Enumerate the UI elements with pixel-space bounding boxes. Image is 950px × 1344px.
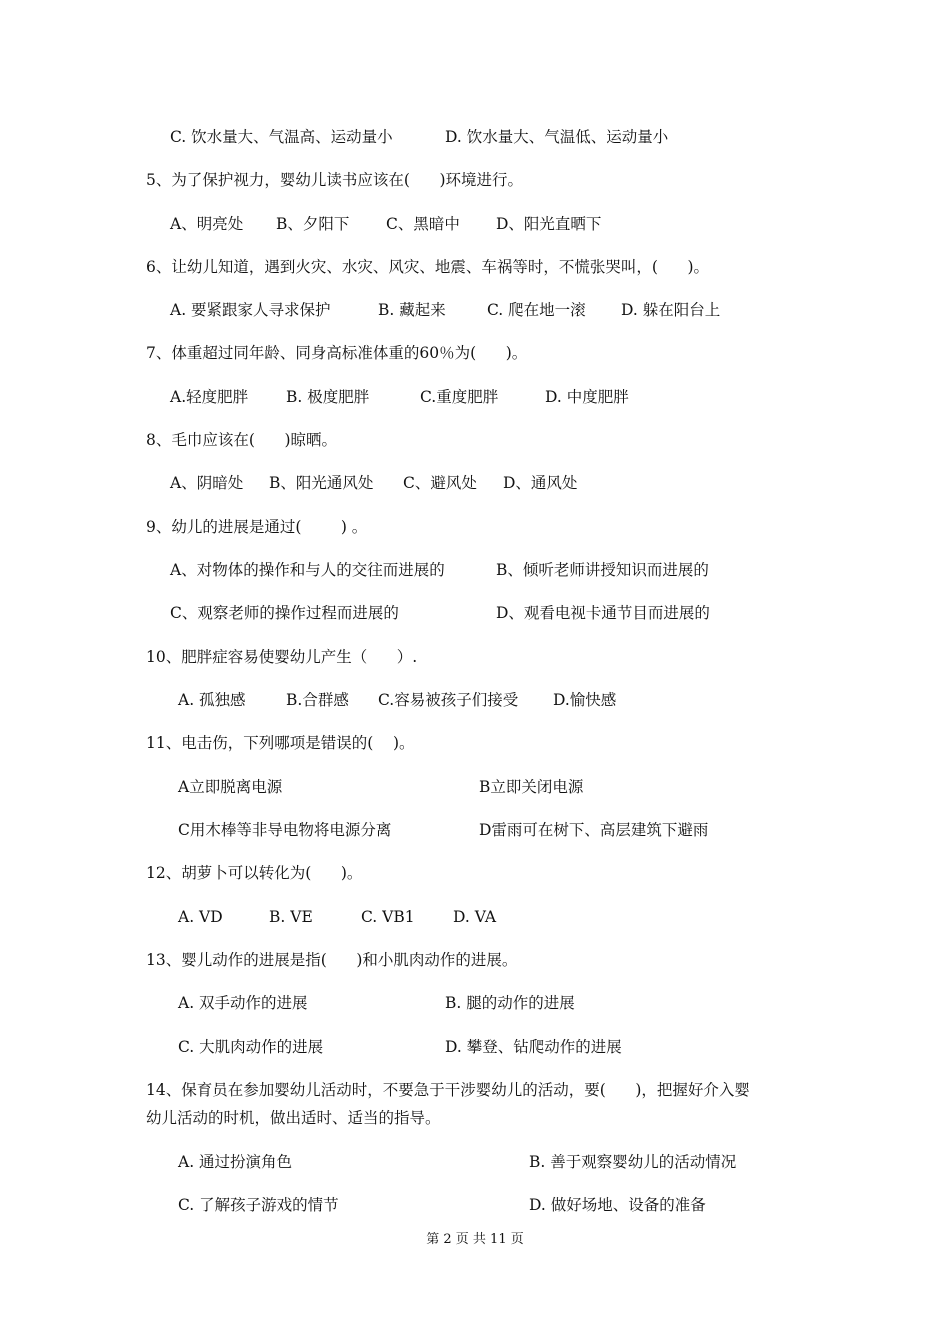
- q6-option-b: B. 藏起来: [378, 301, 446, 319]
- q9-stem: 9、幼儿的进展是通过( ) 。: [146, 518, 368, 536]
- q7-stem: 7、体重超过同年龄、同身高标准体重的60％为( )。: [146, 344, 528, 362]
- q7-option-b: B. 极度肥胖: [286, 388, 370, 406]
- q5-option-c: C、黑暗中: [386, 215, 460, 233]
- q8-option-b: B、阳光通风处: [269, 474, 374, 492]
- q13-option-c: C. 大肌肉动作的进展: [178, 1038, 324, 1056]
- q10-option-b: B.合群感: [286, 691, 349, 709]
- q13-option-d: D. 攀登、钻爬动作的进展: [445, 1038, 622, 1056]
- q4-option-c: C. 饮水量大、气温高、运动量小: [170, 128, 393, 146]
- q11-option-b: B立即关闭电源: [479, 778, 584, 796]
- q6-option-c: C. 爬在地一滚: [487, 301, 586, 319]
- page-number-footer: 第 2 页 共 11 页: [426, 1232, 524, 1247]
- q7-option-c: C.重度肥胖: [420, 388, 499, 406]
- q13-option-a: A. 双手动作的进展: [178, 994, 308, 1012]
- q9-option-d: D、观看电视卡通节目而进展的: [496, 604, 710, 622]
- q9-option-b: B、倾听老师讲授知识而进展的: [496, 561, 709, 579]
- q14-option-d: D. 做好场地、设备的准备: [529, 1196, 706, 1214]
- q14-option-c: C. 了解孩子游戏的情节: [178, 1196, 339, 1214]
- q12-option-a: A. VD: [178, 908, 223, 926]
- q11-option-a: A立即脱离电源: [178, 778, 283, 796]
- q10-stem: 10、肥胖症容易使婴幼儿产生（ ）.: [146, 648, 418, 666]
- q5-stem: 5、为了保护视力，婴幼儿读书应该在( )环境进行。: [146, 171, 524, 189]
- q5-option-d: D、阳光直晒下: [496, 215, 602, 233]
- q12-stem: 12、胡萝卜可以转化为( )。: [146, 864, 363, 882]
- q14-stem-line2: 幼儿活动的时机，做出适时、适当的指导。: [146, 1109, 441, 1127]
- q12-option-b: B. VE: [269, 908, 313, 926]
- q14-option-b: B. 善于观察婴幼儿的活动情况: [529, 1153, 737, 1171]
- q6-option-d: D. 躲在阳台上: [621, 301, 721, 319]
- q14-option-a: A. 通过扮演角色: [178, 1153, 293, 1171]
- q7-option-a: A.轻度肥胖: [170, 388, 249, 406]
- q8-option-a: A、阴暗处: [170, 474, 244, 492]
- q5-option-b: B、夕阳下: [276, 215, 350, 233]
- q6-stem: 6、让幼儿知道，遇到火灾、水灾、风灾、地震、车祸等时，不慌张哭叫，( )。: [146, 258, 710, 276]
- q8-option-d: D、通风处: [503, 474, 578, 492]
- q8-stem: 8、毛巾应该在( )晾晒。: [146, 431, 338, 449]
- q12-option-c: C. VB1: [361, 908, 415, 926]
- q11-option-d: D雷雨可在树下、高层建筑下避雨: [479, 821, 709, 839]
- q11-option-c: C用木棒等非导电物将电源分离: [178, 821, 392, 839]
- q8-option-c: C、避风处: [403, 474, 477, 492]
- q10-option-c: C.容易被孩子们接受: [378, 691, 519, 709]
- q11-stem: 11、电击伤，下列哪项是错误的( )。: [146, 734, 415, 752]
- q12-option-d: D. VA: [453, 908, 497, 926]
- q4-option-d: D. 饮水量大、气温低、运动量小: [445, 128, 669, 146]
- q13-stem: 13、婴儿动作的进展是指( )和小肌肉动作的进展。: [146, 951, 518, 969]
- q9-option-a: A、对物体的操作和与人的交往而进展的: [170, 561, 445, 579]
- q6-option-a: A. 要紧跟家人寻求保护: [170, 301, 331, 319]
- q10-option-a: A. 孤独感: [178, 691, 246, 709]
- q5-option-a: A、明亮处: [170, 215, 244, 233]
- q13-option-b: B. 腿的动作的进展: [445, 994, 575, 1012]
- q14-stem-line1: 14、保育员在参加婴幼儿活动时，不要急于干涉婴幼儿的活动，要( )，把握好介入婴: [146, 1081, 750, 1099]
- q9-option-c: C、观察老师的操作过程而进展的: [170, 604, 399, 622]
- q7-option-d: D. 中度肥胖: [545, 388, 629, 406]
- q10-option-d: D.愉快感: [553, 691, 617, 709]
